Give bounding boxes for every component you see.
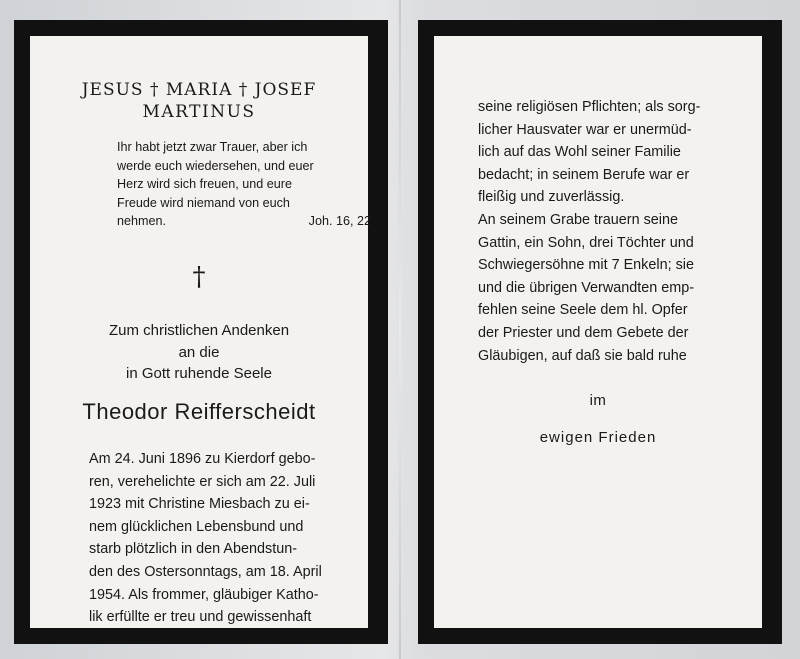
dedication-line: in Gott ruhende Seele xyxy=(126,365,272,382)
left-mourning-border xyxy=(14,20,388,644)
bio-line-text: ren, verehelichte er sich am 22. Juli xyxy=(89,473,316,490)
right-mourning-border xyxy=(418,20,782,644)
text-line-content: und die übrigen Verwandten emp- xyxy=(478,279,695,296)
rest-line-im: im xyxy=(589,392,607,409)
text-line xyxy=(478,277,770,300)
bio-line xyxy=(89,538,371,561)
bio-line xyxy=(89,493,371,516)
biography-text xyxy=(89,448,371,629)
text-line xyxy=(478,96,770,119)
text-line xyxy=(478,322,770,345)
verse-line: werde euch wiedersehen, und euer xyxy=(117,158,314,173)
verse-line: nehmen. xyxy=(117,214,167,229)
text-line-content: fehlen seine Seele dem hl. Opfer xyxy=(478,302,688,319)
bio-line-text: den des Ostersonntags, am 18. April xyxy=(89,563,322,580)
verse-reference: Joh. 16, 22 xyxy=(308,214,371,229)
verse-last-line xyxy=(117,212,371,231)
header-saint-name: MARTINUS xyxy=(142,102,256,122)
rest-line-eternal-peace: ewigen Frieden xyxy=(539,429,657,446)
text-line xyxy=(478,141,770,164)
text-line xyxy=(478,209,770,232)
text-line xyxy=(478,186,770,209)
text-line-content: lich auf das Wohl seiner Familie xyxy=(478,144,681,161)
continuation-text xyxy=(478,96,770,367)
text-line xyxy=(478,232,770,255)
text-line-content: Schwiegersöhne mit 7 Enkeln; sie xyxy=(478,257,694,274)
bio-line-text: lik erfüllte er treu und gewissenhaft xyxy=(89,609,312,626)
bio-line-text: Am 24. Juni 1896 zu Kierdorf gebo- xyxy=(89,451,316,467)
bio-line xyxy=(89,471,371,494)
text-line xyxy=(478,299,770,322)
text-line-content: Gattin, ein Sohn, drei Töchter und xyxy=(478,234,694,251)
verse-line: Herz wird sich freuen, und eure xyxy=(117,177,292,192)
text-line-content: fleißig und zuverlässig. xyxy=(478,189,625,206)
bible-verse xyxy=(117,138,371,231)
text-line-content: seine religiösen Pflichten; als sorg- xyxy=(478,99,701,115)
text-line-content: der Priester und dem Gebete der xyxy=(478,324,689,341)
memorial-dedication xyxy=(30,320,368,385)
deceased-name: Theodor Reifferscheidt xyxy=(82,399,316,424)
left-card-page xyxy=(30,36,371,628)
text-line-content: licher Hausvater war er unermüd- xyxy=(478,121,692,138)
verse-line: Ihr habt jetzt zwar Trauer, aber ich xyxy=(117,140,308,154)
text-line xyxy=(478,345,770,368)
text-line xyxy=(478,164,770,187)
card-fold xyxy=(399,0,401,659)
text-line xyxy=(478,119,770,142)
text-line-content: An seinem Grabe trauern seine xyxy=(478,211,678,228)
dedication-line: Zum christlichen Andenken xyxy=(108,322,290,339)
bio-line xyxy=(89,516,371,539)
bio-line-text: 1923 mit Christine Miesbach zu ei- xyxy=(89,496,310,513)
dedication-line: an die xyxy=(178,343,220,361)
text-line-content: bedacht; in seinem Berufe war er xyxy=(478,166,690,183)
bio-line xyxy=(89,448,371,471)
text-line xyxy=(478,254,770,277)
bio-line-text: starb plötzlich in den Abendstun- xyxy=(89,541,297,558)
verse-line: Freude wird niemand von euch xyxy=(117,195,290,210)
cross-icon: † xyxy=(192,262,206,292)
bio-line-text: 1954. Als frommer, gläubiger Katho- xyxy=(89,586,319,603)
bio-line xyxy=(89,606,371,629)
text-line-content: Gläubigen, auf daß sie bald ruhe xyxy=(478,347,687,364)
header-holy-names: JESUS † MARIA † JOSEF xyxy=(81,80,317,100)
bio-line xyxy=(89,561,371,584)
bio-line xyxy=(89,584,371,607)
right-card-page xyxy=(434,36,762,628)
bio-line-text: nem glücklichen Lebensbund und xyxy=(89,518,304,535)
